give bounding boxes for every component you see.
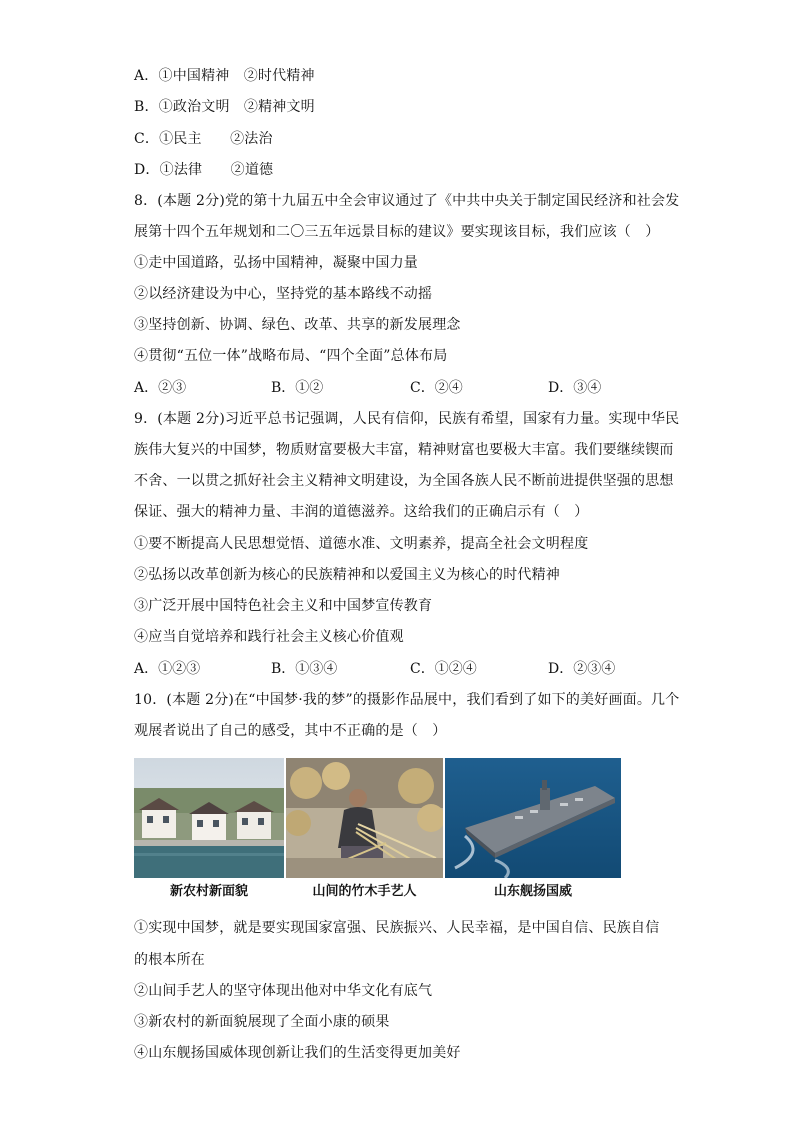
- photo-caption: 新农村新面貌: [169, 884, 248, 899]
- q10-item: 的根本所在: [134, 952, 205, 968]
- q10-item: ①实现中国梦，就是要实现国家富强、民族振兴、人民幸福，是中国自信、民族自信: [134, 920, 660, 936]
- q8-choice-d[interactable]: D．③④: [548, 380, 602, 396]
- q9-choice-a[interactable]: A．①②③: [134, 661, 201, 677]
- photo-caption: 山间的竹木手艺人: [312, 884, 417, 899]
- q7-option-b[interactable]: B．①政治文明 ②精神文明: [134, 99, 315, 115]
- q9-item: ①要不断提高人民思想觉悟、道德水准、文明素养，提高全社会文明程度: [134, 536, 589, 552]
- q8-choice-a[interactable]: A．②③: [134, 380, 187, 396]
- q9-choice-d[interactable]: D．②③④: [548, 661, 616, 677]
- q10-stem: 10．(本题 2分)在“中国梦·我的梦”的摄影作品展中，我们看到了如下的美好画面。几个: [134, 692, 680, 708]
- photo-caption: 山东舰扬国威: [493, 884, 572, 899]
- q7-option-a[interactable]: A．①中国精神 ②时代精神: [134, 68, 315, 84]
- q10-stem: 观展者说出了自己的感受，其中不正确的是（ ）: [134, 723, 447, 739]
- q8-item: ①走中国道路，弘扬中国精神，凝聚中国力量: [134, 255, 418, 271]
- q8-choice-c[interactable]: C．②④: [410, 380, 463, 396]
- q10-item: ③新农村的新面貌展现了全面小康的硕果: [134, 1014, 390, 1030]
- countryside-photo: [134, 758, 284, 878]
- q8-choices: [134, 378, 654, 398]
- q10-item: ④山东舰扬国威体现创新让我们的生活变得更加美好: [134, 1045, 461, 1061]
- q9-choice-b[interactable]: B．①③④: [271, 661, 338, 677]
- q7-option-c[interactable]: C．①民主 ②法治: [134, 131, 273, 147]
- craftsman-photo: [286, 758, 443, 878]
- q8-item: ④贯彻“五位一体”战略布局、“四个全面”总体布局: [134, 348, 448, 364]
- q7-option-d[interactable]: D．①法律 ②道德: [134, 162, 274, 178]
- q8-stem: 展第十四个五年规划和二〇三五年远景目标的建议》要实现该目标，我们应该（ ）: [134, 224, 660, 240]
- q8-choice-b[interactable]: B．①②: [271, 380, 324, 396]
- q9-item: ③广泛开展中国特色社会主义和中国梦宣传教育: [134, 598, 433, 614]
- q9-stem: 保证、强大的精神力量、丰润的道德滋养。这给我们的正确启示有（ ）: [134, 504, 589, 520]
- q8-stem: 8．(本题 2分)党的第十九届五中全会审议通过了《中共中央关于制定国民经济和社会发: [134, 193, 680, 209]
- photo-strip: [134, 758, 624, 898]
- q8-item: ③坚持创新、协调、绿色、改革、共享的新发展理念: [134, 317, 461, 333]
- q9-choice-c[interactable]: C．①②④: [410, 661, 477, 677]
- q9-item: ②弘扬以改革创新为核心的民族精神和以爱国主义为核心的时代精神: [134, 567, 560, 583]
- carrier-photo: [445, 758, 621, 878]
- q10-item: ②山间手艺人的坚守体现出他对中华文化有底气: [134, 983, 433, 999]
- q9-stem: 不舍、一以贯之抓好社会主义精神文明建设，为全国各族人民不断前进提供坚强的思想: [134, 473, 674, 489]
- q8-item: ②以经济建设为中心，坚持党的基本路线不动摇: [134, 286, 433, 302]
- q9-stem: 9．(本题 2分)习近平总书记强调，人民有信仰，民族有希望，国家有力量。实现中华民: [134, 411, 680, 427]
- q9-choices: [134, 659, 654, 679]
- q9-item: ④应当自觉培养和践行社会主义核心价值观: [134, 629, 404, 645]
- q9-stem: 族伟大复兴的中国梦，物质财富要极大丰富，精神财富也要极大丰富。我们要继续锲而: [134, 442, 674, 458]
